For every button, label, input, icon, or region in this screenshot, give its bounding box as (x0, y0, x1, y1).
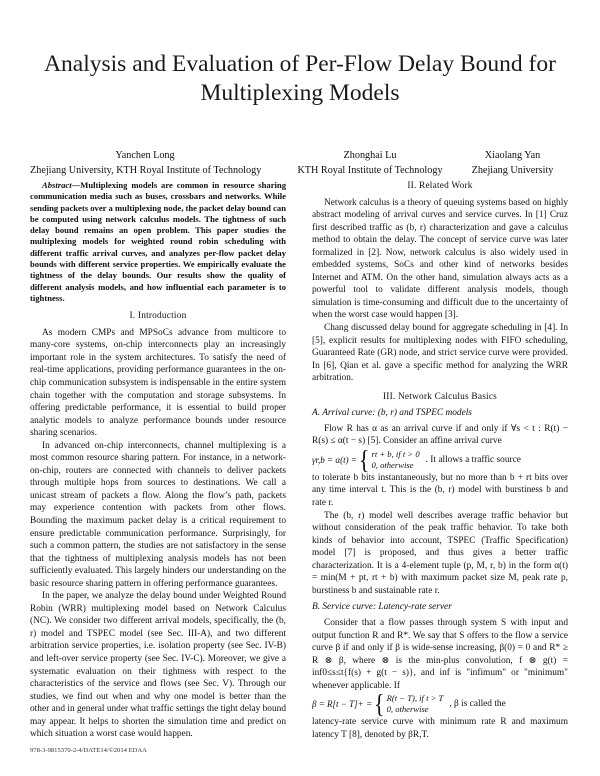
author-affiliation: Zhejiang University, KTH Royal Institute of Technology (30, 165, 262, 176)
intro-paragraph-2: In advanced on-chip interconnects, channel multiplexing is a most common resource sharing pattern. For instance, in a network-on-chip, routers are connected with channels to deliver packets through multiple hops from sources to destinations. We call a unicast stream of packets a flow. Along the flow’s path, packets may experience contention with packets from other flows. Bounding the maximum packet delay is a critical requirement to ensure predictable communication performance. Surprisingly, for such a common pattern, the studies are not satisfactory in the sense that the tightness of multiplexing analysis models has not been sufficiently evaluated. This largely hinders our understanding on the basic resource sharing pattern in offering performance guarantees. (30, 440, 286, 589)
arrival-curve-equation (312, 444, 568, 475)
section-heading-related-work: II. Related Work (407, 181, 473, 191)
equation-case: R(t − T), if t > T (386, 693, 444, 704)
abstract (30, 180, 286, 304)
author-2 (285, 148, 455, 178)
author-name: Xiaolang Yan (484, 150, 541, 161)
equation-case: 0, otherwise (371, 459, 414, 470)
paper-title: Analysis and Evaluation of Per-Flow Delay Bound for Multiplexing Models (44, 51, 556, 106)
intro-paragraph-1: As modern CMPs and MPSoCs advance from multicore to many-core systems, on-chip interconnects play an increasingly important role in the system architectures. To satisfy the need of real-time applications, providing performance guarantees in the on-chip communication subsystem is indispensable in the entire system chain together with the computation and storage subsystems. In offering predictable performance, it is essential to build proper analytic models to analyze performance bounds under resource sharing scenarios. (30, 327, 286, 439)
author-3 (450, 148, 575, 178)
subsection-arrival-curve: A. Arrival curve: (b, r) and TSPEC models (312, 408, 472, 419)
left-column (30, 180, 286, 741)
abstract-label: Abstract (42, 180, 72, 190)
equation-lhs: β = R[t − T]+ = (312, 699, 373, 710)
equation-case: rt + b, if t > 0 (371, 448, 420, 459)
section-heading-network-calculus: III. Network Calculus Basics (382, 391, 498, 402)
right-column (312, 180, 568, 741)
arrival-paragraph-2: to tolerate b bits instantaneously, but no more than b + rt bits over any time interval t. This is the (b, r) model with burstiness b and rate r. (312, 472, 568, 509)
equation-tail-text: , β is called the (449, 699, 506, 710)
subsection-service-curve: B. Service curve: Latency-rate server (312, 602, 452, 613)
related-paragraph-1: Network calculus is a theory of queuing systems based on highly abstract modeling of arrival curves and service curves. In [1] Cruz first described traffic as (b, r) characterization and gave a calculus method to obtain the delay. The concept of service curve was later formalized in [2]. Now, network calculus is also widely used in embedded systems, SoCs and other kind of networks besides Internet and ATM. On the other hand, simulation always acts as a powerful tool to validate different analysis models, though simulation is time-consuming and difficult due to the uncertainty of when the worst case would happen [3]. (312, 197, 568, 321)
intro-paragraph-3: In the paper, we analyze the delay bound under Weighted Round Robin (WRR) multiplexing model based on Network Calculus (NC). We consider two different arrival models, specifically, the (b, r) model and TSPEC model (see Sec. III-A), and two different arbitration service properties, i.e. isolation property (see Sec. IV-B) and left-over service property (see Sec. IV-C). Moreover, we give a systematic evaluation on their tightness with respect to the characteristics of the service and flows (see Sec. V). Through our studies, we find out when and why one model is better than the other and in general under what traffic settings the tight delay bound may appear. It helps to shorten the simulation time and predict on which situation a worst case would happen. (30, 591, 286, 740)
service-curve-equation (312, 688, 568, 719)
equation-lhs: γr,b = α(t) = (312, 454, 357, 465)
equation-cases (371, 449, 419, 471)
arrival-paragraph-1: Flow R has α as an arrival curve if and only if ∀s < t : R(t) − R(s) ≤ α(t − s) [5]. Consider an affine arrival curve (312, 423, 568, 447)
brace-glyph: { (358, 444, 370, 475)
author-affiliation: Zhejiang University (471, 165, 554, 176)
author-name: Yanchen Long (115, 150, 175, 161)
brace-glyph: { (374, 688, 385, 719)
section-heading-introduction: I. Introduction (129, 311, 187, 322)
service-paragraph-1: Consider that a flow passes through system S with input and output function R and R*. We say that S offers to the flow a service curve β if and only if β is wide-sense increasing, β(0) = 0 and R* ≥ R ⊗ β, where ⊗ is the min-plus convolution, f ⊗ g(t) = inf0≤s≤t{f(s) + g(t − s)}, and inf is "infimum" or "minimum" whenever applicable. If (312, 617, 568, 691)
author-name: Zhonghai Lu (343, 150, 397, 161)
service-paragraph-2: latency-rate service curve with minimum rate R and maximum latency T [8], denoted by βR,T. (312, 717, 568, 740)
author-1 (30, 148, 260, 178)
related-paragraph-2: Chang discussed delay bound for aggregate scheduling in [4]. In [5], explicit results for multiplexing nodes with FIFO scheduling, Guaranteed Rate (GR) node, and strict service curve were provided. In [6], Qian et al. gave a specific method for analyzing the WRR arbitration. (312, 323, 568, 384)
copyright-footer: 978-3-9815370-2-4/DATE14/©2014 EDAA (30, 747, 147, 754)
arrival-paragraph-3: The (b, r) model well describes average traffic behavior but without consideration of the peak traffic behavior. To take both kinds of behavior into account, TSPEC (Traffic Specification) model [7] is proposed, and thus gives a better traffic characterization. It is a 4-element tuple (p, M, r, b) in the form α(t) = min(M + pt, rt + b) with maximum packet size M, peak rate p, burstiness b and sustainable rate r. (312, 510, 568, 596)
equation-cases (387, 693, 444, 715)
equation-case: 0, otherwise (386, 704, 429, 715)
abstract-text: —Multiplexing models are common in resource sharing communication media such as buses, crossbars and networks. While sending packets over a multiplexing node, the packet delay bound can be computed using network calculus models. The tightness of such delay bound remains an open problem. This paper studies the multiplexing models for weighted round robin scheduling with different traffic arrival curves, and analyzes per-flow packet delay bounds with different service properties. We empirically evaluate the tightness of the delay bounds. Our results show the quality of different analysis models, and how influential each parameter is to tightness. (30, 180, 286, 303)
equation-tail-text: . It allows a traffic source (425, 454, 521, 465)
author-affiliation: KTH Royal Institute of Technology (297, 165, 443, 176)
